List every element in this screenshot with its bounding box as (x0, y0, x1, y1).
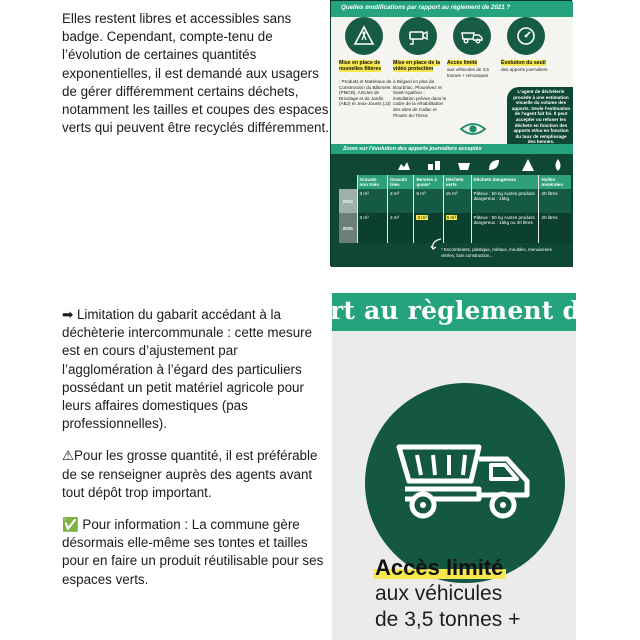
agent-note: L’agent de déchèterie procède à une estimation visuelle du volume des apports. Seule l’estimation de l’agent fait foi. Il peut accepter ou refuser les déchets en fonction des apports et/ou en fonction du taux de remplissage des bennes. (511, 89, 571, 145)
eye-icon (459, 120, 487, 138)
infographic-image (330, 0, 572, 266)
zoom-banner-text: rt au règlement de 2 (330, 296, 623, 325)
zoom-subtitle-line1: aux véhicules (375, 582, 503, 605)
dump-truck-icon (365, 383, 565, 583)
daily-limits-table (339, 175, 571, 243)
paragraph-information: ✅ Pour information : La commune gère désormais elle-même ses tontes et tailles pour en faire un produit réutilisable pour ses espaces verts. (62, 517, 324, 587)
zoom-banner (330, 293, 623, 331)
zoom-title: Accès limité (375, 555, 504, 580)
rubble-icon (397, 158, 411, 172)
construction-icon (345, 17, 383, 55)
column-header: Huiles minérales (539, 175, 571, 189)
column-header: Gravats non triés (357, 175, 387, 189)
column-header: Bennes à quais* (414, 175, 443, 189)
modification-cards: Mise en place de nouvelles filières : Produits et Matériaux de Construction du Bâtiment (PMCB), Articles de Bricolage et de Jardin (ABJ) et Jeux-Jouets (JJ) Mise en place de la vidéo protection à Bégard en plus de Bourbriac, Plounévez et Saint-Agathon ; installation prévue dans le cadre de la réhabilitation des sites de Callac et Plouëc-du-Trieux Accès limité aux véhicules de 3,5 tonnes + remorques Évolution du seuil des apports journaliers (331, 17, 573, 145)
article-text-bottom (62, 306, 330, 603)
zoomed-infographic-image (330, 293, 623, 640)
gauge-icon (507, 17, 545, 55)
sorted-rubble-icon (427, 158, 441, 172)
zoom-subtitle-line2: de 3,5 tonnes + (375, 608, 521, 631)
table-row: 2025 3 m³ 3 m³ 3 m³ 5 m³ Pâteux : 50 kg Autres produits dangereux : 15kg ou 30 litres 20 litres (339, 213, 571, 243)
table-footnote: * Encombrants, plastique, métaux, meubles, menuiseries vitrées, bois construction... (441, 247, 552, 258)
dumpster-icon (457, 158, 471, 172)
column-header: Déchets dangereux (471, 175, 539, 189)
table-header-row (339, 175, 571, 189)
infographic-question: Quelles modifications par rapport au règlement de 2021 ? (341, 4, 511, 11)
paragraph: Elles restent libres et accessibles sans badge. Cependant, compte-tenu de l’évolution de certaines quantités exponentielles, il est demandé aux usagers de gérer différemment certains déchets, notamment les tailles et coupes des espaces verts qui peuvent être recyclés différemment. (62, 11, 329, 136)
row-year: 2024 (339, 189, 357, 213)
camera-icon (399, 17, 437, 55)
column-header: Déchets verts (443, 175, 471, 189)
table-row: 2024 3 m³ 3 m³ 5 m³ 15 m³ Pâteux : 50 kg Autres produits dangereux : 15kg 20 litres (339, 189, 571, 213)
article-text-top (62, 10, 330, 151)
paragraph-gabarit: ➡ Limitation du gabarit accédant à la déchèterie intercommunale : cette mesure est en cours d’ajustement par l’agglomération à l’égard des particuliers possédant un petit matériel agricole pour leurs affaires domestiques (pas professionnelles). (62, 307, 313, 432)
oil-icon (551, 158, 565, 172)
column-header: Gravats triés (387, 175, 414, 189)
truck-icon (453, 17, 491, 55)
zoom-heading: Zoom sur l’évolution des apports journaliers acceptés (343, 146, 482, 152)
hazard-icon (521, 158, 535, 172)
row-year: 2025 (339, 213, 357, 243)
leaf-icon (487, 158, 501, 172)
column-icons (391, 158, 573, 174)
paragraph-warning: ⚠Pour les grosse quantité, il est préférable de se renseigner auprès des agents avant tout dépôt trop important. (62, 448, 318, 500)
